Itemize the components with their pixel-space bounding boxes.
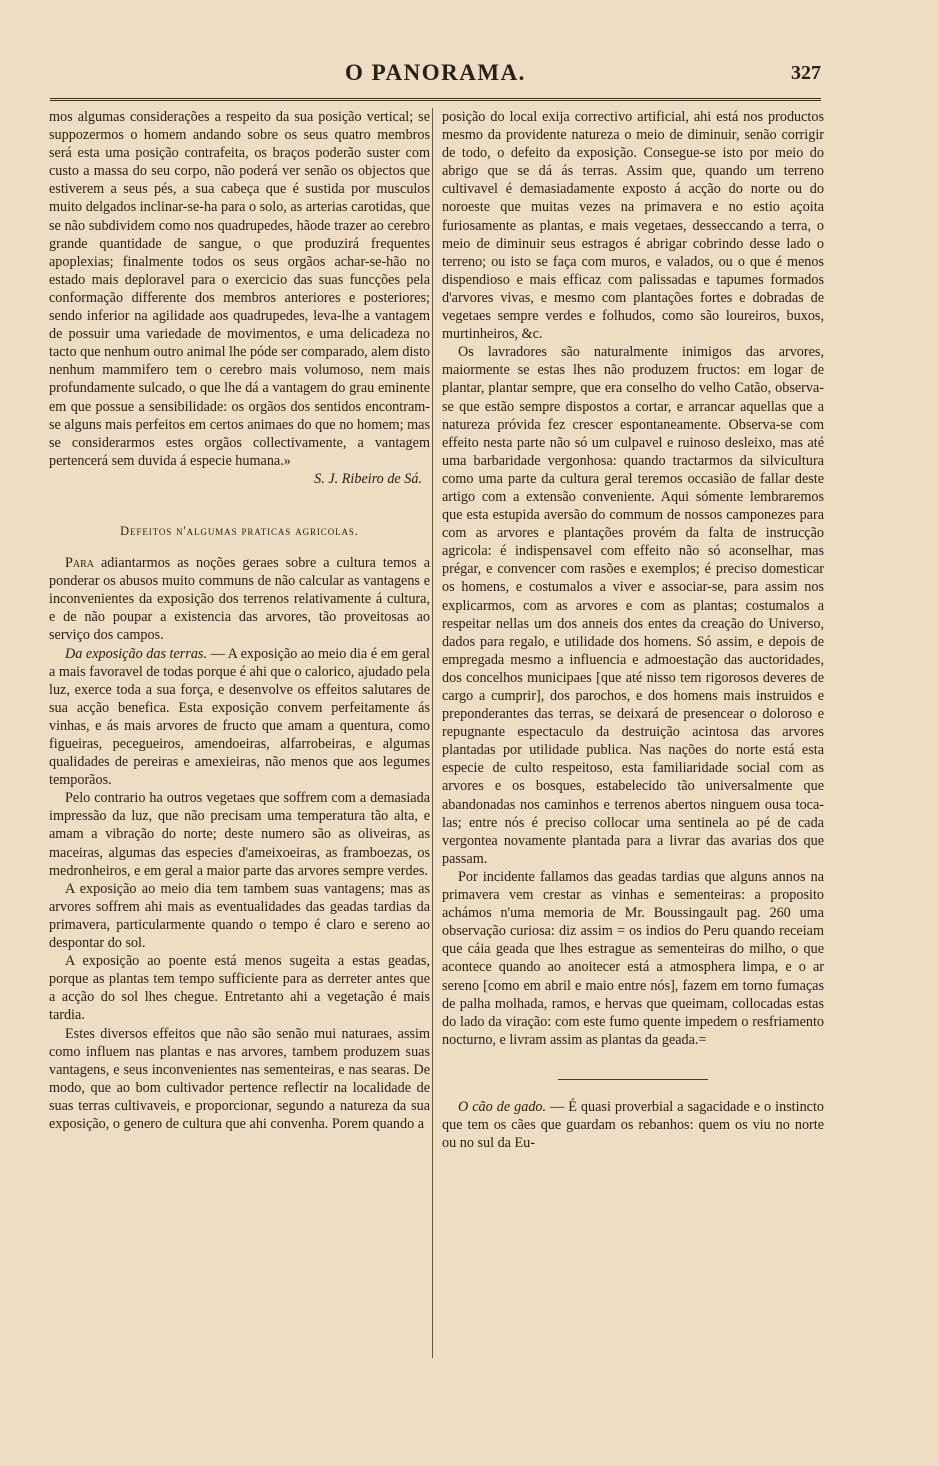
paragraph-text: adiantarmos as noções geraes sobre a cultura temos a ponderar os abusos muito communs de não calcular as vantagens e inconvenientes da exposição dos terrenos relativamente á cultura, e de não poupar a existencia das arvores, tão proveitosas ao serviço dos campos. bbox=[49, 555, 430, 644]
paragraph: Estes diversos effeitos que não são senão mui naturaes, assim como influem nas plantas e nas arvores, tambem produzem suas vantagens, e seus inconvenientes nas sementeiras, e nas searas. De modo, que ao bom cultivador pertence reflectir na localidade de suas terras cultivaveis, e proporcionar, segundo a natureza da sua exposição, o genero de cultura que ahi convenha. Porem quando a bbox=[49, 1025, 430, 1132]
paragraph bbox=[442, 1098, 824, 1152]
paragraph bbox=[49, 645, 430, 790]
author-signature: S. J. Ribeiro de Sá. bbox=[314, 470, 422, 487]
lead-word: Para bbox=[65, 555, 95, 572]
paragraph: posição do local exija correctivo artificial, ahi está nos productos mesmo da providente natureza o meio de diminuir, senão corrigir de todo, o defeito da exposição. Consegue-se isto por meio do abrigo que se dá ás terras. Assim que, quando um terreno cultivavel é demasiadamente exposto á acção do norte ou do noroeste que muitas vezes na primavera e no estio açoita furiosamente as plantas, e mais vegetaes, desseccando a terra, o meio de diminuir seus estragos é abrigar cobrindo desse lado o terreno; ou isto se faça com muros, e valados, ou o que é menos dispendioso e mais efficaz com palissadas e tapumes formados d'arvores vivas, e mesmo com plantações fortes e dobradas de vegetaes sempre verdes e folhudos, como são loureiros, buxos, murtinheiros, &c. bbox=[442, 109, 824, 343]
paragraph-text: — É quasi proverbial a sagacidade e o instincto que tem os cães que guardam os rebanhos: quem os viu no norte ou no sul da Eu- bbox=[442, 1098, 824, 1152]
paragraph: Pelo contrario ha outros vegetaes que soffrem com a demasiada impressão da luz, que não precisam uma temperatura tão alta, e amam a vibração do norte; deste numero são as oliveiras, as maceiras, algumas das especies d'ameixoeiras, as framboezas, os medronheiros, e em geral a maior parte das arvores sempre verdes. bbox=[49, 790, 430, 879]
paragraph: A exposição ao meio dia tem tambem suas vantagens; mas as arvores soffrem ahi mais as eventualidades das geadas tardias da primavera, particularmente quando o tempo é claro e sereno ao despontar do sol. bbox=[49, 880, 430, 952]
paragraph-text: — A exposição ao meio dia é em geral a mais favoravel de todas porque é ahi que o calorico, ajudado pela luz, exerce toda a sua força, e desenvolve os effeitos salutares de sua acção benefica. Esta exposição convem perfeitamente ás vinhas, e ás mais arvores de fructo que amam a quentura, como figueiras, pecegueiros, amendoeiras, alfarrobeiras, e algumas qualidades de pereiras e amexieiras, não menos que aos legumes temporãos. bbox=[49, 645, 430, 789]
subsection-heading: O cão de gado. bbox=[458, 1098, 547, 1115]
paragraph: A exposição ao poente está menos sugeita a estas geadas, porque as plantas tem tempo sufficiente para as derreter antes que a acção do sol lhes chegue. Entretanto ahi a vegetação é mais tardia. bbox=[49, 953, 430, 1024]
paragraph: mos algumas considerações a respeito da sua posição vertical; se suppozermos o homem andando sobre os seus quatro membros será esta uma posição contrafeita, os braços poderão suster com custo a massa do seu corpo, não poderá ver senão os objectos que estiverem a seus pés, a sua cabeça que é sustida por musculos muito delgados inclinar-se-ha para o solo, as arterias carotidas, que se não subdividem como nos quadrupedes, hãode trazer ao cerebro grande quantidade de sangue, o que produzirá frequentes apoplexias; finalmente todos os seus orgãos achar-se-hão no estado mais deploravel para o exercicio das suas funcções pela conformação differente dos membros anteriores e posteriores; sendo inferior na agilidade aos quadrupedes, leva-lhe a vantagem de possuir uma variedade de movimentos, e uma delicadeza no tacto que nenhum outro animal lhe póde ser comparado, alem disto nenhum mammifero tem o cerebro mais volumoso, nem mais profundamente sulcado, o que lhe dá a vantagem do grau eminente em que possue a sensibilidade: os orgãos dos sentidos encontram-se alguns mais perfeitos em certos animaes do que no homem; mas se considerarmos estes orgãos collectivamente, a vantagem pertencerá sem duvida á especie humana.» bbox=[49, 109, 430, 469]
section-separator bbox=[558, 1079, 708, 1080]
page-number: 327 bbox=[791, 62, 821, 84]
paragraph: Os lavradores são naturalmente inimigos das arvores, maiormente se estas lhes não produzem fructos: em logar de plantar, plantar sempre, que era conselho do velho Catão, observa-se que estão sempre dispostos a cortar, e arrancar aquellas que a natureza próvida fez crescer espontaneamente. Observa-se com effeito nesta parte não só um culpavel e ruinoso desleixo, mas até uma barbaridade vergonhosa: quando tractarmos da silvicultura como uma parte da cultura geral teremos occasião de fallar deste artigo com a extensão conveniente. Aqui sómente lembraremos que esta estupida aversão do commum de nossos camponezes para com as arvores e plantações provém da falta de instrucção agricola: é indispensavel com effeito não só aconselhar, mas prégar, e convencer com rasões e exemplos; é preciso domesticar os homens, e costumalos a viver e associar-se, para assim nos explicarmos, com as arvores e com as plantas; costumalos a respeitar nellas um dos anneis dos entes da creação do Universo, dados para regalo, e utilidade dos homens. Só assim, e depois de empregada mesmo a influencia e admoestação das auctoridades, dos concelhos municipaes [que até nisso tem rigorosos deveres de cargo a cumprir], dos parochos, e dos homens mais instruidos e preponderantes das terras, se deixará de presencear o doloroso e repugnante espectaculo da destruição acintosa das arvores plantadas por utilidade publica. Nas nações do norte está esta especie de culto respeitoso, esta familiaridade social com as arvores e os bosques, estabelecido tão universalmente que abandonadas nos caminhos e terrenos abertos ninguem ousa toca-las; entre nós é preciso collocar uma sentinela ao pé de cada vergontea novamente plantada para a livrar das avarias dos que passam. bbox=[442, 344, 824, 867]
publication-title: O PANORAMA. bbox=[345, 60, 526, 85]
section-title: Defeitos n'algumas praticas agricolas. bbox=[120, 523, 359, 538]
right-column bbox=[442, 108, 824, 1152]
column-divider bbox=[432, 108, 433, 1358]
paragraph bbox=[49, 554, 430, 644]
page-header bbox=[50, 58, 821, 101]
subsection-heading: Da exposição das terras. bbox=[65, 645, 207, 662]
left-column bbox=[49, 108, 430, 1133]
paragraph: Por incidente fallamos das geadas tardias que alguns annos na primavera vem crestar as vinhas e sementeiras: a proposito achámos n'uma memoria de Mr. Boussingault pag. 260 uma observação curiosa: diz assim = os indios do Peru quando receiam que cáia geada que lhes estrague as sementeiras do milho, o que acontece quando ao anoitecer está a atmosphera limpa, e o ar sereno [como em abril e maio entre nós], fazem em torno fumaças de palha molhada, ramos, e hervas que queimam, collocadas estas do lado da viração: com este fumo quente impedem o resfriamento nocturno, e livram assim as plantas da geada.= bbox=[442, 868, 824, 1048]
